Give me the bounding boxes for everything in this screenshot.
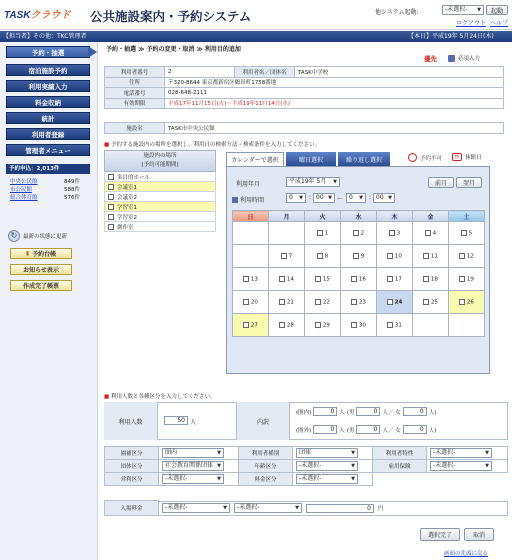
active-arrow-icon xyxy=(88,46,97,58)
count-input[interactable]: 50 xyxy=(164,416,188,425)
room-item[interactable]: 多目的ホール xyxy=(104,172,216,182)
user-number: 2 xyxy=(165,67,235,78)
day-cell[interactable]: 20 xyxy=(233,291,269,314)
in-male-input[interactable]: 0 xyxy=(356,407,380,416)
category-table: 園補区分 圏内 ▼ 利用者種別 団体 ▼ 利用者特性 -未選択- ▼ 団体区分 社会教育関係団体 ▼ 年齢区分 -未選択- ▼ 雇用保険 -未選択- ▼ 営利区分 -未選択- ▼ 料金区分 -未選択- ▼ xyxy=(104,446,508,486)
day-cell[interactable]: 31 xyxy=(377,314,413,337)
day-cell[interactable]: 1 xyxy=(305,222,341,245)
day-cell xyxy=(233,222,269,245)
nav-lodging[interactable]: 宿泊施設予約 xyxy=(6,64,90,76)
app-header xyxy=(0,0,512,30)
tab-weekday[interactable]: 曜日選択 xyxy=(286,152,336,166)
day-cell[interactable]: 2 xyxy=(341,222,377,245)
day-cell[interactable]: 16 xyxy=(341,268,377,291)
day-cell[interactable]: 4 xyxy=(413,222,449,245)
help-link[interactable]: ヘルプ xyxy=(490,20,509,27)
prohibited-icon xyxy=(408,153,417,162)
priority-label: 優先 xyxy=(424,55,437,63)
logout-link[interactable]: ログアウト xyxy=(456,20,487,27)
request-item[interactable]: 総合体育館 576件 xyxy=(10,195,80,201)
user-type-select[interactable]: 団体 ▼ xyxy=(296,448,358,458)
out-total-input[interactable]: 0 xyxy=(313,425,337,434)
day-cell[interactable]: 3 xyxy=(377,222,413,245)
day-cell xyxy=(413,314,449,337)
launch-button[interactable]: 起動 xyxy=(486,5,508,15)
day-cell[interactable]: 11 xyxy=(413,245,449,268)
day-cell[interactable]: 7 xyxy=(269,245,305,268)
request-list xyxy=(10,178,80,202)
persons-instruction: ■ 利用人数と各種区分を入力してください。 xyxy=(104,394,216,400)
day-cell[interactable]: 23 xyxy=(341,291,377,314)
day-cell[interactable]: 27 xyxy=(233,314,269,337)
logo: TASKクラウド xyxy=(4,10,71,21)
day-cell[interactable]: 14 xyxy=(269,268,305,291)
in-female-input[interactable]: 0 xyxy=(403,407,427,416)
start-hour-select[interactable]: 0 ▼ xyxy=(286,193,306,203)
request-summary-title: 予約申込：2,013件 xyxy=(6,164,90,174)
breadcrumb: 予約・抽選 ≫ 予約の変更・取消 ≫ 利用目的追加 xyxy=(106,46,241,53)
room-item[interactable]: 学習室2 xyxy=(104,212,216,222)
day-cell[interactable]: 21 xyxy=(269,291,305,314)
month-select[interactable]: 平成19年 5月 ▼ xyxy=(286,177,340,187)
request-item[interactable]: 市公民館 588件 xyxy=(10,187,80,193)
nav-usage-input[interactable]: 利用実績入力 xyxy=(6,80,90,92)
day-cell[interactable]: 10 xyxy=(377,245,413,268)
room-item[interactable]: 創作室 xyxy=(104,222,216,232)
in-total-input[interactable]: 0 xyxy=(313,407,337,416)
expiry: 平成17年11月15日(火)〜平成19年11月14日(水) xyxy=(165,98,504,109)
end-min-select[interactable]: 00 ▼ xyxy=(373,193,395,203)
weekday-mon: 月 xyxy=(269,211,305,222)
end-hour-select[interactable]: 0 ▼ xyxy=(346,193,366,203)
day-cell[interactable]: 28 xyxy=(269,314,305,337)
day-cell[interactable]: 12 xyxy=(449,245,485,268)
book-icon: ▮ xyxy=(25,250,30,257)
count-label: 利用人数 xyxy=(104,402,158,440)
profit-select[interactable]: -未選択- ▼ xyxy=(162,474,224,484)
day-cell[interactable]: 5 xyxy=(449,222,485,245)
day-cell xyxy=(269,222,305,245)
nav-reservation[interactable]: 予約・抽選 xyxy=(6,46,90,58)
select-done-button[interactable]: 選択完了 xyxy=(420,528,460,541)
user-trait-select[interactable]: -未選択- ▼ xyxy=(430,448,492,458)
app-title: 公共施設案内・予約システム xyxy=(90,10,252,24)
weekday-sun: 日 xyxy=(233,211,269,222)
room-item[interactable]: 学習室1 xyxy=(104,202,216,212)
fee-type-select[interactable]: -未選択- ▼ xyxy=(296,474,358,484)
room-item[interactable]: 会議室2 xyxy=(104,192,216,202)
out-male-input[interactable]: 0 xyxy=(356,425,380,434)
in-area-row: (圏内) 0 人 (男 0 人／ 女 0 人) xyxy=(296,408,437,416)
time-label: 利用時間 xyxy=(232,195,264,204)
weekday-wed: 水 xyxy=(341,211,377,222)
reservation-ledger-button[interactable]: ▮ 予約台帳 xyxy=(10,248,72,259)
nav-admin-menu[interactable]: 管理者メニュー xyxy=(6,144,90,156)
out-female-input[interactable]: 0 xyxy=(403,425,427,434)
address: 〒320-8644 東京都新宿区鶴田町1758番地 xyxy=(165,77,504,88)
day-cell[interactable]: 15 xyxy=(305,268,341,291)
out-area-row: (圏外) 0 人 (男 0 人／ 女 0 人) xyxy=(296,426,437,434)
day-cell[interactable]: 26 xyxy=(449,291,485,314)
day-cell xyxy=(233,245,269,268)
area-select[interactable]: 圏内 ▼ xyxy=(162,448,224,458)
pencil-icon xyxy=(232,197,238,203)
fee-input[interactable]: 0 xyxy=(306,504,374,513)
facility-table: 施設名 TASK市中央公民館 xyxy=(104,122,504,134)
weekday-fri: 金 xyxy=(413,211,449,222)
next-month-button[interactable]: 翌月 xyxy=(456,177,482,188)
status-bar xyxy=(0,31,512,42)
fee-class-select[interactable]: -未選択- ▼ xyxy=(162,503,230,513)
system-select[interactable]: -未選択- ▼ xyxy=(442,5,484,15)
room-item[interactable]: 会議室1 xyxy=(104,182,216,192)
pencil-icon xyxy=(448,55,455,62)
nav-statistics[interactable]: 統計 xyxy=(6,112,90,124)
day-cell xyxy=(449,314,485,337)
day-cell[interactable]: 18 xyxy=(413,268,449,291)
holiday-icon: 休 xyxy=(452,153,462,161)
completed-forms-button[interactable]: 作成完了帳票 xyxy=(10,280,72,291)
day-cell[interactable]: 30 xyxy=(341,314,377,337)
phone: 028-648-2111 xyxy=(165,88,504,99)
weekday-thu: 木 xyxy=(377,211,413,222)
prev-month-button[interactable]: 前月 xyxy=(428,177,454,188)
facility-name: TASK市中央公民館 xyxy=(165,123,504,134)
user-name: TASK中学校 xyxy=(295,67,504,78)
nav-user-registration[interactable]: 利用者登録 xyxy=(6,128,90,140)
day-cell[interactable]: 17 xyxy=(377,268,413,291)
required-legend: 必須入力 xyxy=(448,54,480,62)
weekday-sat: 土 xyxy=(449,211,485,222)
day-cell[interactable]: 9 xyxy=(341,245,377,268)
system-launch-label: 他システム起動: xyxy=(375,9,419,16)
today-date: 【本日】平成19年 5月24日(木) xyxy=(408,33,494,40)
weekday-tue: 火 xyxy=(305,211,341,222)
refresh-link[interactable]: ↻ 最新の状態に更新 xyxy=(8,230,67,242)
holiday-legend: 休 休館日 xyxy=(452,153,482,161)
back-to-top-link[interactable]: 画面の先頭に戻る xyxy=(444,551,489,557)
day-cell[interactable]: 19 xyxy=(449,268,485,291)
user-info-table: 利用者番号 2 利用者名／団体名 TASK中学校 住所 〒320-8644 東京都新宿区鶴田町1758番地 電話番号 028-648-2111 有効期限 平成17年11月15日(火)〜平成19年11月14日(水) xyxy=(104,66,504,109)
day-cell[interactable]: 29 xyxy=(305,314,341,337)
day-cell-today[interactable]: 24 xyxy=(377,291,413,314)
tab-repeat[interactable]: 繰り返し選択 xyxy=(338,152,390,166)
calendar-grid xyxy=(232,210,485,337)
detail-label: 内訳 xyxy=(236,402,290,440)
group-type-select[interactable]: 社会教育関係団体 ▼ xyxy=(162,461,224,471)
fee-table: 入場料金 -未選択- ▼ -未選択- ▼ 0 円 xyxy=(104,500,508,516)
start-min-select[interactable]: 00 ▼ xyxy=(313,193,335,203)
day-cell[interactable]: 22 xyxy=(305,291,341,314)
day-cell[interactable]: 13 xyxy=(233,268,269,291)
unavailable-legend: 予約不可 xyxy=(408,153,442,162)
rooms-header: 施設内の場所 (予約可能期間) xyxy=(104,150,216,172)
user-info: 【担当者】その他：TKC管理者 xyxy=(3,33,87,40)
day-cell[interactable]: 8 xyxy=(305,245,341,268)
age-select[interactable]: -未選択- ▼ xyxy=(296,461,358,471)
nav-fee-collection[interactable]: 料金収納 xyxy=(6,96,90,108)
day-cell[interactable]: 25 xyxy=(413,291,449,314)
rooms-list xyxy=(104,172,216,232)
refresh-icon: ↻ xyxy=(8,230,20,242)
insurance-select[interactable]: -未選択- ▼ xyxy=(430,461,492,471)
month-label: 利用年月 xyxy=(236,181,261,188)
cancel-button[interactable]: 取消 xyxy=(464,528,494,541)
notice-button[interactable]: お知らせ表示 xyxy=(10,264,72,275)
fee-detail-select[interactable]: -未選択- ▼ xyxy=(234,503,302,513)
request-item[interactable]: 中央公民館 849件 xyxy=(10,179,80,185)
facility-instruction: ■ 予約する施設内の場所を選択し、利用日の検索方法・検索条件を入力してください。 xyxy=(104,142,320,148)
tab-calendar[interactable]: カレンダーで選択 xyxy=(226,152,284,166)
